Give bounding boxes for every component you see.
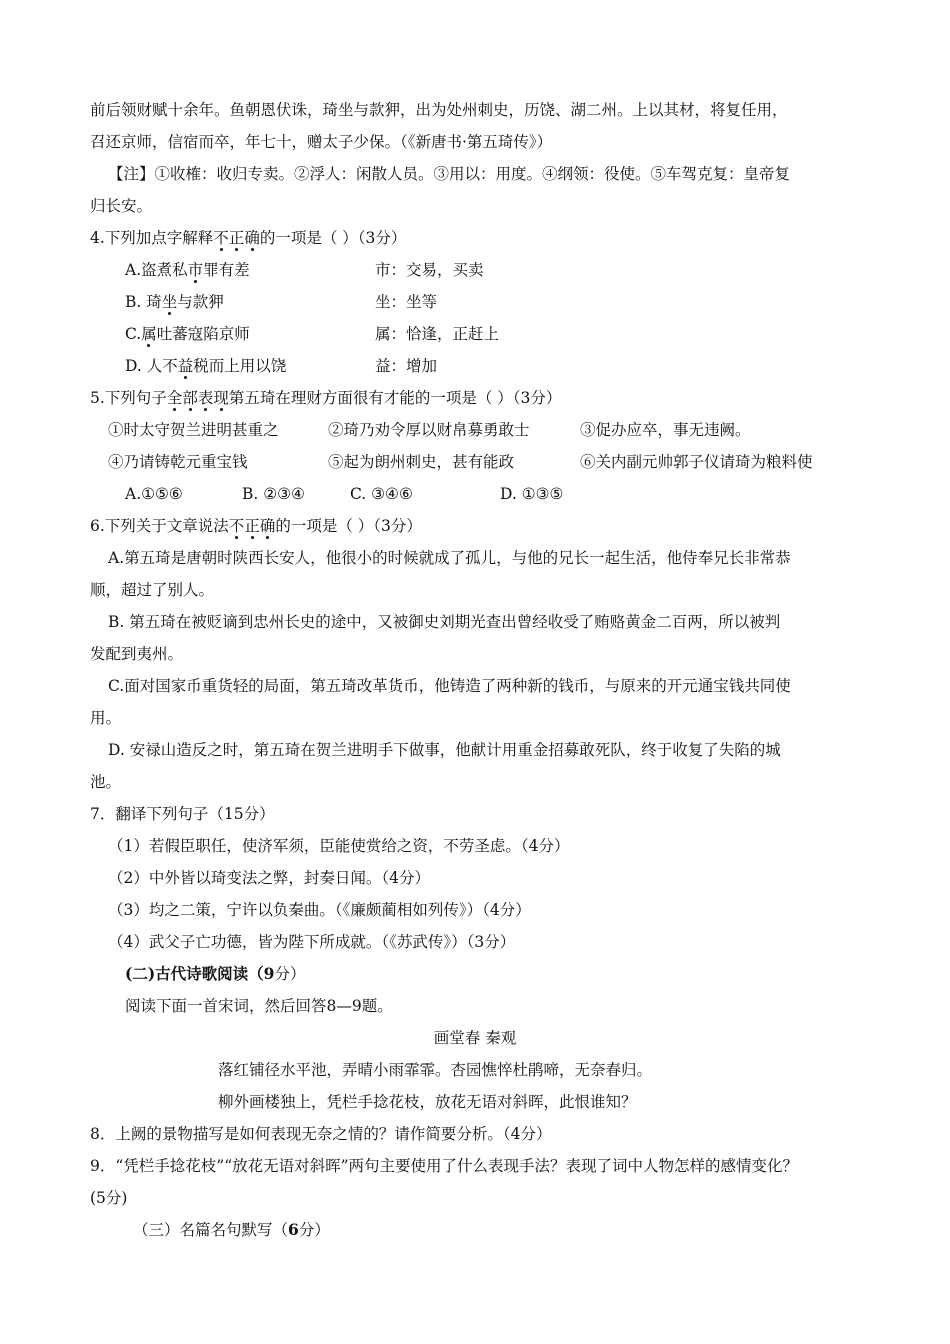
emphasis-dot-char: 市 <box>187 261 204 279</box>
q6-option-b-cont: 发配到夷州。 <box>90 645 184 663</box>
emphasis-dot-char: 正 <box>244 517 260 535</box>
poem-title: 画堂春 秦观 <box>433 1029 517 1047</box>
q5-choice-c: C. ③④⑥ <box>350 485 413 503</box>
emphasis-dot-char: 益 <box>177 357 194 375</box>
q5-statement-3: ③促办应卒，事无违阙。 <box>580 421 751 439</box>
q6-option-c-cont: 用。 <box>90 709 122 727</box>
emphasis-dot-char: 不 <box>228 517 245 535</box>
emphasis-dot-char: 坐 <box>161 293 178 311</box>
q5-statement-2: ②琦乃劝令厚以财帛募勇敢士 <box>328 421 530 439</box>
q5-statement-1: ①时太守贺兰进明甚重之 <box>108 421 279 439</box>
q4-option-a-gloss: 市：交易，买卖 <box>375 261 484 279</box>
q6-option-c: C.面对国家币重货轻的局面，第五琦改革货币，他铸造了两种新的钱币，与原来的开元通宝钱共同使 <box>108 677 791 695</box>
passage-line-1: 前后领财赋十余年。鱼朝恩伏诛，琦坐与款狎，出为处州刺史，历饶、湖二州。上以其材，将复任用， <box>90 101 788 119</box>
q6-option-d-cont: 池。 <box>90 773 122 791</box>
poetry-instruction: 阅读下面一首宋词，然后回答8—9题。 <box>125 997 393 1015</box>
q7-item-3: （3）均之二策，宁许以负秦曲。（《廉颇蔺相如列传》）（4分） <box>108 901 531 919</box>
q5-statement-4: ④乃请铸乾元重宝钱 <box>108 453 248 471</box>
q4-option-d-gloss: 益：增加 <box>375 357 438 375</box>
q6-option-a-cont: 顺，超过了别人。 <box>90 581 215 599</box>
annotation-note: 【注】①收榷：收归专卖。②浮人：闲散人员。③用以：用度。④纲领：役使。⑤车驾克复：皇帝复 <box>108 165 791 183</box>
emphasis-dot-char: 属 <box>141 325 157 343</box>
q4-option-b-gloss: 坐：坐等 <box>375 293 438 311</box>
emphasis-dot-char: 全 <box>166 389 183 407</box>
q7-item-2: （2）中外皆以琦变法之弊，封奏日闻。（4分） <box>108 869 430 887</box>
q6-option-b: B. 第五琦在被贬谪到忠州长史的途中，又被御史刘期光查出曾经收受了贿赂黄金二百两，所以被判 <box>108 613 781 631</box>
q6-option-a: A.第五琦是唐朝时陕西长安人，他很小的时候就成了孤儿，与他的兄长一起生活，他侍奉兄长非常恭 <box>108 549 791 567</box>
q5-choices <box>125 483 725 505</box>
q4-option-d: D. 人不益税而上用以饶 益：增加 <box>125 357 438 375</box>
passage-line-2: 召还京师，信宿而卒，年七十，赠太子少保。（《新唐书·第五琦传》） <box>90 133 553 151</box>
q9-stem-cont: (5分) <box>90 1189 128 1207</box>
q6-option-d: D. 安禄山造反之时，第五琦在贺兰进明手下做事，他献计用重金招募敢死队，终于收复了失陷的城 <box>108 741 781 759</box>
poem-line-2: 柳外画楼独上，凭栏手捻花枝，放花无语对斜晖，此恨谁知？ <box>218 1093 637 1111</box>
q4-stem: 4.下列加点字解释不正确的一项是（ ）（3分） <box>90 229 407 247</box>
emphasis-dot-char: 正 <box>228 229 245 247</box>
emphasis-dot-char: 部 <box>182 389 198 407</box>
q6-stem: 6.下列关于文章说法不正确的一项是（ ）（3分） <box>90 517 422 535</box>
q7-stem: 7．翻译下列句子（15分） <box>90 805 275 823</box>
emphasis-dot-char: 确 <box>244 229 260 247</box>
q4-option-b: B. 琦坐与款狎 坐：坐等 <box>125 293 438 311</box>
annotation-note-cont: 归长安。 <box>90 197 153 215</box>
q4-option-a: A.盗煮私市罪有差 市：交易，买卖 <box>125 261 484 279</box>
q4-option-c: C.属吐蕃寇陷京师 属：恰逢，正赶上 <box>125 325 500 343</box>
q9-stem: 9．“凭栏手捻花枝”“放花无语对斜晖”两句主要使用了什么表现手法？表现了词中人物怎样的感情变化？ <box>90 1157 799 1175</box>
q7-item-1: （1）若假臣职任，使济军须，臣能使赏给之资，不劳圣虑。（4分） <box>108 837 570 855</box>
q7-item-4: （4）武父子亡功德，皆为陛下所成就。（《苏武传》）（3分） <box>108 933 516 951</box>
q5-statements-row-1 <box>108 419 868 441</box>
emphasis-dot-char: 不 <box>213 229 229 247</box>
poem-line-1: 落红铺径水平池，弄晴小雨霏霏。杏园憔悴杜鹃啼，无奈春归。 <box>218 1061 653 1079</box>
q5-stem: 5.下列句子全部表现第五琦在理财方面很有才能的一项是（ ）（3分） <box>90 389 562 407</box>
emphasis-dot-char: 表 <box>197 389 214 407</box>
emphasis-dot-char: 确 <box>259 517 276 535</box>
section-heading-poetry: (二)古代诗歌阅读（9分） <box>125 964 306 983</box>
q4-option-c-gloss: 属：恰逢，正赶上 <box>375 325 500 343</box>
q5-choice-a: A.①⑤⑥ <box>125 485 183 503</box>
q5-choice-d: D. ①③⑤ <box>500 485 564 503</box>
q8-stem: 8．上阙的景物描写是如何表现无奈之情的？请作简要分析。（4分） <box>90 1125 552 1143</box>
q5-statements-row-2 <box>108 451 868 473</box>
section-heading-recitation: （三）名篇名句默写（6分） <box>133 1220 330 1239</box>
emphasis-dot-char: 现 <box>213 389 229 407</box>
q5-statement-6: ⑥关内副元帅郭子仪请琦为粮料使 <box>580 453 813 471</box>
q5-choice-b: B. ②③④ <box>242 485 305 503</box>
q5-statement-5: ⑤起为朗州刺史，甚有能政 <box>328 453 515 471</box>
